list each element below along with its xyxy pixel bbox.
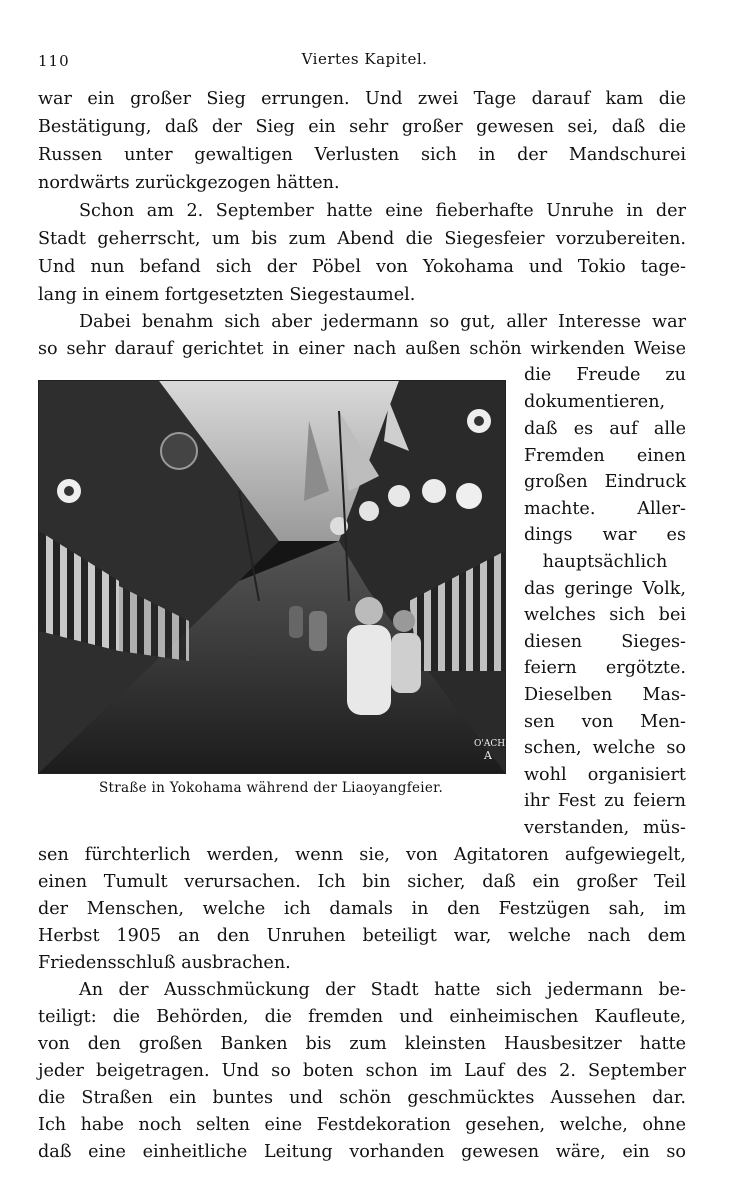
text-line: daß eine einheitliche Leitung vorhanden gewesen wäre, ein so xyxy=(38,1142,686,1162)
side-text-line: welches sich bei xyxy=(524,605,686,625)
text-line: der Menschen, welche ich damals in den Festzügen sah, im xyxy=(38,899,686,919)
text-line: teiligt: die Behörden, die fremden und einheimischen Kaufleute, xyxy=(38,1007,686,1027)
street-photograph xyxy=(38,380,506,774)
side-text-line: großen Eindruck xyxy=(524,472,686,492)
side-text-line: Dieselben Mas- xyxy=(524,685,686,705)
text-line: einen Tumult verursachen. Ich bin sicher, daß ein großer Teil xyxy=(38,872,686,892)
side-text-line: Fremden einen xyxy=(524,446,686,466)
side-text-line: dokumentieren, xyxy=(524,392,666,412)
side-text-line: ihr Fest zu feiern xyxy=(524,791,686,811)
text-line: jeder beigetragen. Und so boten schon im Lauf des 2. September xyxy=(38,1061,686,1081)
text-line: so sehr darauf gerichtet in einer nach außen schön wirkenden Weise xyxy=(38,339,686,359)
side-text-line: hauptsächlich xyxy=(542,552,668,572)
figure-caption: Straße in Yokohama während der Liaoyangfeier. xyxy=(98,780,444,796)
side-text-line: dings war es xyxy=(524,525,686,545)
side-text-line: machte. Aller- xyxy=(524,499,686,519)
text-line: Russen unter gewaltigen Verlusten sich in der Mandschurei xyxy=(38,145,686,165)
text-line: Schon am 2. September hatte eine fieberhafte Unruhe in der xyxy=(79,201,686,221)
side-text-line: daß es auf alle xyxy=(524,419,686,439)
side-text-line: schen, welche so xyxy=(524,738,686,758)
text-line: Dabei benahm sich aber jedermann so gut, aller Interesse war xyxy=(79,312,686,332)
side-text-line: verstanden, müs- xyxy=(524,818,686,838)
page-number: 110 xyxy=(38,52,70,70)
text-line: die Straßen ein buntes und schön geschmücktes Aussehen dar. xyxy=(38,1088,686,1108)
text-line: Und nun befand sich der Pöbel von Yokohama und Tokio tage- xyxy=(38,257,686,277)
street-decoration-image xyxy=(39,381,505,773)
side-text-line: feiern ergötzte. xyxy=(524,658,686,678)
text-line: nordwärts zurückgezogen hätten. xyxy=(38,173,340,193)
text-line: Bestätigung, daß der Sieg ein sehr großer gewesen sei, daß die xyxy=(38,117,686,137)
text-line: sen fürchterlich werden, wenn sie, von Agitatoren aufgewiegelt, xyxy=(38,845,686,865)
running-head: Viertes Kapitel. xyxy=(301,50,428,68)
text-line: Stadt geherrscht, um bis zum Abend die Siegesfeier vorzubereiten. xyxy=(38,229,686,249)
text-line: lang in einem fortgesetzten Siegestaumel. xyxy=(38,285,416,305)
text-line: An der Ausschmückung der Stadt hatte sich jedermann be- xyxy=(79,980,686,1000)
side-text-line: sen von Men- xyxy=(524,712,686,732)
side-text-line: das geringe Volk, xyxy=(524,579,686,599)
text-line: Herbst 1905 an den Unruhen beteiligt war, welche nach dem xyxy=(38,926,686,946)
text-line: von den großen Banken bis zum kleinsten Hausbesitzer hatte xyxy=(38,1034,686,1054)
text-line: war ein großer Sieg errungen. Und zwei Tage darauf kam die xyxy=(38,89,686,109)
side-text-line: diesen Sieges- xyxy=(524,632,686,652)
side-text-line: wohl organisiert xyxy=(524,765,686,785)
side-text-line: die Freude zu xyxy=(524,365,686,385)
text-line: Ich habe noch selten eine Festdekoration gesehen, welche, ohne xyxy=(38,1115,686,1135)
svg-text:A: A xyxy=(484,749,492,762)
text-line: Friedensschluß ausbrachen. xyxy=(38,953,291,973)
svg-text:O'ACH: O'ACH xyxy=(474,739,505,749)
